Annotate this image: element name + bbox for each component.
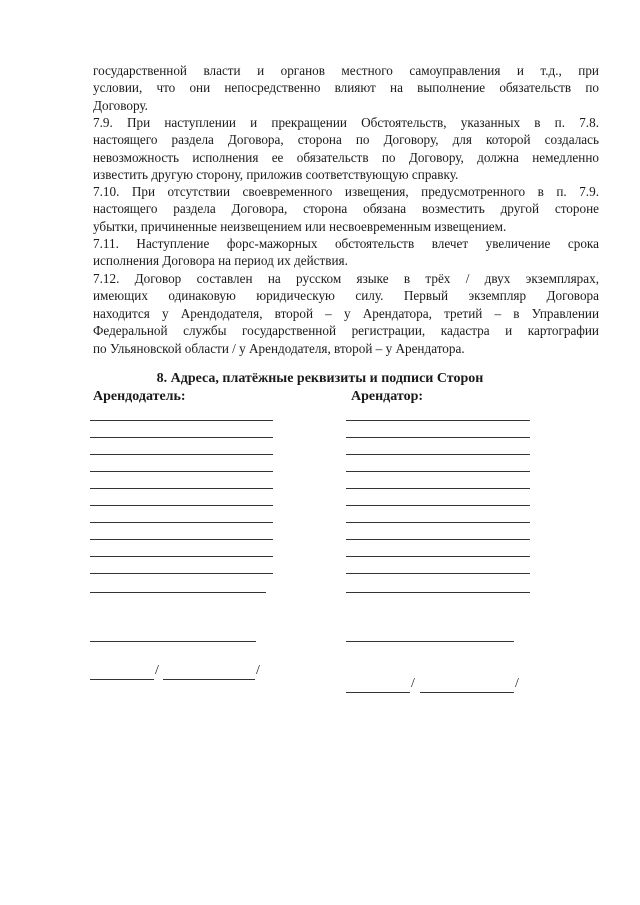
signature-separator: / [411,676,415,691]
paragraph-7-10 [93,183,599,235]
text-line: по Ульяновской области / у Арендодателя, второй – у Арендатора. [93,340,465,356]
text-line: 7.11. Наступление форс-мажорных обстоятельств влечет увеличение срока [93,236,599,251]
blank-line [346,471,530,472]
blank-line [346,556,530,557]
signature-separator: / [515,676,519,691]
text-line: 7.10. При отсутствии своевременного извещения, предусмотренного в п. 7.9. [93,184,599,199]
text-line: 7.12. Договор составлен на русском языке в трёх / двух экземплярах, [93,271,599,286]
text-line: известить другую сторону, приложив соответствующую справку. [93,167,459,183]
blank-line [346,522,530,523]
signature-separator: / [256,663,260,678]
text-line: исполнения Договора на период их действия. [93,253,348,269]
signature-separator: / [155,663,159,678]
paragraph-continuation [93,62,599,114]
paragraph-7-9 [93,114,599,184]
text-line: 7.9. При наступлении и прекращении Обстоятельств, указанных в п. 7.8. [93,115,599,130]
blank-line [90,420,273,421]
blank-line [90,505,273,506]
landlord-label: Арендодатель: [93,389,186,404]
blank-line [346,420,530,421]
blank-line [346,592,530,593]
landlord-signature-line [90,679,154,680]
tenant-label: Арендатор: [351,389,424,404]
section-heading: 8. Адреса, платёжные реквизиты и подписи Сторон [156,371,484,386]
text-line: невозможность исполнения ее обязательств по Договору, должна немедленно [93,149,599,165]
landlord-position-line [90,641,256,642]
blank-line [346,454,530,455]
text-line: настоящего раздела Договора, сторона обязана возместить другой стороне [93,201,599,217]
text-line: имеющих одинаковую юридическую силу. Первый экземпляр Договора [93,288,599,304]
landlord-name-line [163,679,255,680]
blank-line [346,488,530,489]
text-line: Федеральной службы государственной регистрации, кадастра и картографии [93,323,599,339]
blank-line [90,573,273,574]
blank-line [90,454,273,455]
text-line: Договору. [93,97,148,113]
blank-line [90,437,273,438]
text-line: настоящего раздела Договора, сторона по Договору, для которой создалась [93,132,599,148]
blank-line [90,488,273,489]
text-line: условии, что они непосредственно влияют на выполнение обязательств по [93,80,599,96]
paragraph-7-12 [93,270,599,357]
blank-line [90,592,266,593]
blank-line [90,471,273,472]
blank-line [90,522,273,523]
blank-line [346,539,530,540]
tenant-signature-line [346,692,410,693]
text-line: находится у Арендодателя, второй – у Арендатора, третий – в Управлении [93,305,599,321]
text-line: убытки, причиненные неизвещением или несвоевременным извещением. [93,218,507,234]
blank-line [346,505,530,506]
blank-line [90,556,273,557]
blank-line [90,539,273,540]
tenant-name-line [420,692,514,693]
blank-line [346,437,530,438]
paragraph-7-11 [93,235,599,270]
text-line: государственной власти и органов местного самоуправления и т.д., при [93,63,599,78]
tenant-position-line [346,641,514,642]
blank-line [346,573,530,574]
